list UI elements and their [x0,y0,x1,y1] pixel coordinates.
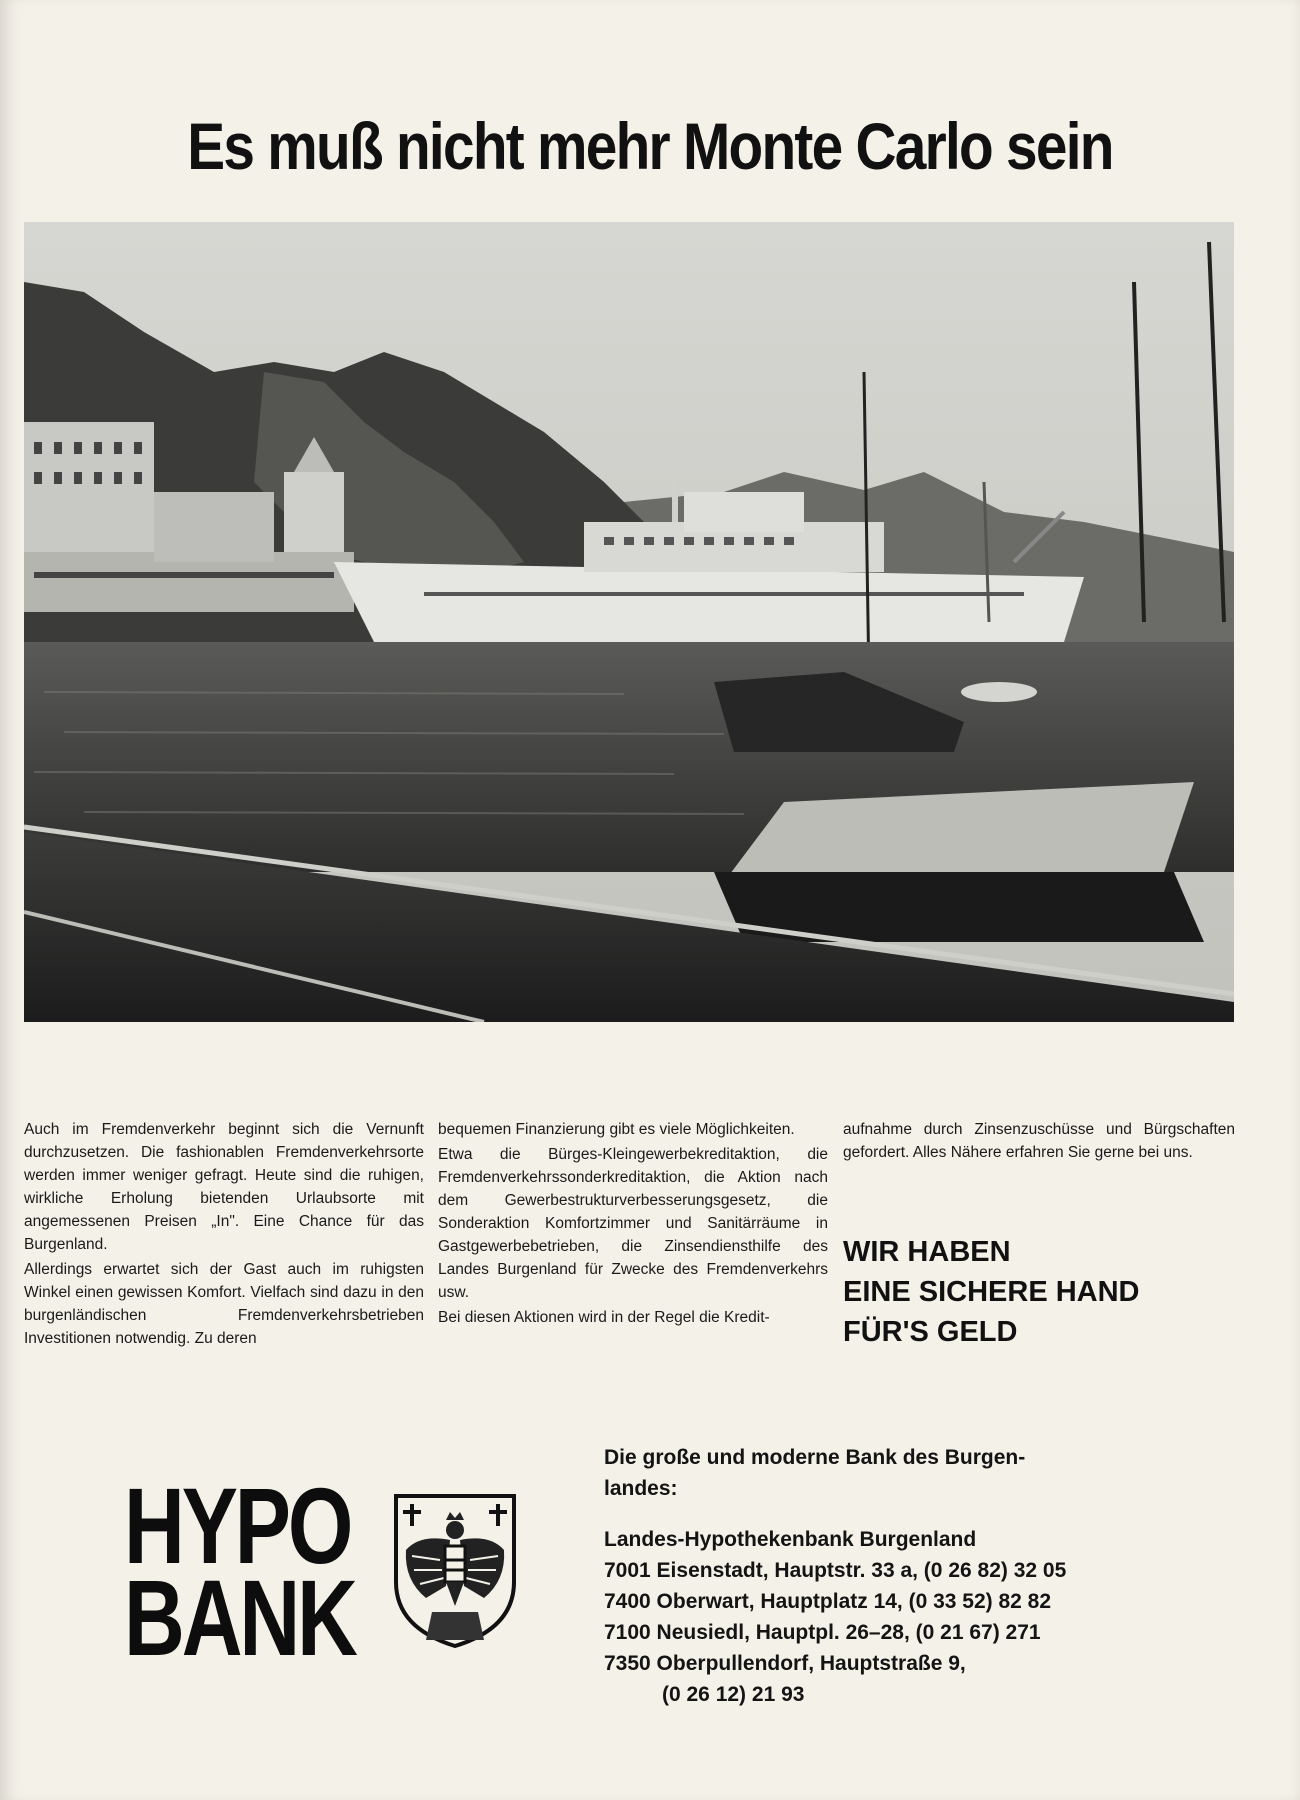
slogan-line: EINE SICHERE HAND [843,1276,1140,1308]
harbor-photo-illustration [24,222,1234,1022]
branch-address: 7400 Oberwart, Hauptplatz 14, (0 33 52) 82 82 [604,1590,1052,1613]
burgenland-eagle-crest-icon [390,1490,520,1650]
hypo-bank-logo [124,1465,355,1678]
tagline-line-2: landes: [604,1477,678,1500]
branch-address: 7100 Neusiedl, Hauptpl. 26–28, (0 21 67) 271 [604,1621,1041,1644]
bank-name: Landes-Hypothekenbank Burgenland [604,1528,977,1551]
body-column-3 [843,1118,1235,1166]
body-paragraph: Etwa die Bürges-Kleingewerbekreditaktion, die Fremdenverkehrssonderkreditaktion, die Aktion nach dem Gewerbestrukturverbesserungsgesetz, die Sonderaktion Komfortzimmer und Sanitärräume in Gastgewerbebetrieben, die Zinsendiensthilfe des Landes Burgenland für Zwecke des Fremdenverkehrs usw. [438,1146,828,1301]
body-paragraph: bequemen Finanzierung gibt es viele Möglichkeiten. [438,1121,795,1138]
slogan [843,1232,1263,1352]
body-paragraph: Bei diesen Aktionen wird in der Regel die Kredit- [438,1309,770,1326]
slogan-line: WIR HABEN [843,1236,1011,1268]
harbor-photo [24,222,1234,1022]
branch-address: 7001 Eisenstadt, Hauptstr. 33 a, (0 26 82) 32 05 [604,1559,1067,1582]
bank-contact-info [604,1442,1164,1710]
headline: Es muß nicht mehr Monte Carlo sein [187,109,1113,183]
body-paragraph: aufnahme durch Zinsenzuschüsse und Bürgschaften gefordert. Alles Nähere erfahren Sie gerne bei uns. [843,1121,1235,1161]
slogan-line: FÜR'S GELD [843,1316,1018,1348]
branch-address: 7350 Oberpullendorf, Hauptstraße 9, [604,1652,966,1675]
body-column-2 [438,1118,828,1331]
logo-line-1: HYPO [124,1465,351,1586]
logo-line-2: BANK [124,1557,355,1678]
body-column-1 [24,1118,424,1352]
branch-phone: (0 26 12) 21 93 [662,1683,805,1706]
body-paragraph: Allerdings erwartet sich der Gast auch im ruhigsten Winkel einen gewissen Komfort. Vielfach sind dazu in den burgenländischen Fremdenverkehrsbetrieben Investitionen notwendig. Zu deren [24,1261,424,1347]
tagline-line-1: Die große und moderne Bank des Burgen- [604,1446,1026,1469]
body-paragraph: Auch im Fremdenverkehr beginnt sich die Vernunft durchzusetzen. Die fashionablen Fremdenverkehrsorte werden immer weniger gefragt. Heute sind die ruhigen, wirkliche Erholung bietenden Urlaubsorte mit angemessenen Preisen „In". Eine Chance für das Burgenland. [24,1121,424,1253]
